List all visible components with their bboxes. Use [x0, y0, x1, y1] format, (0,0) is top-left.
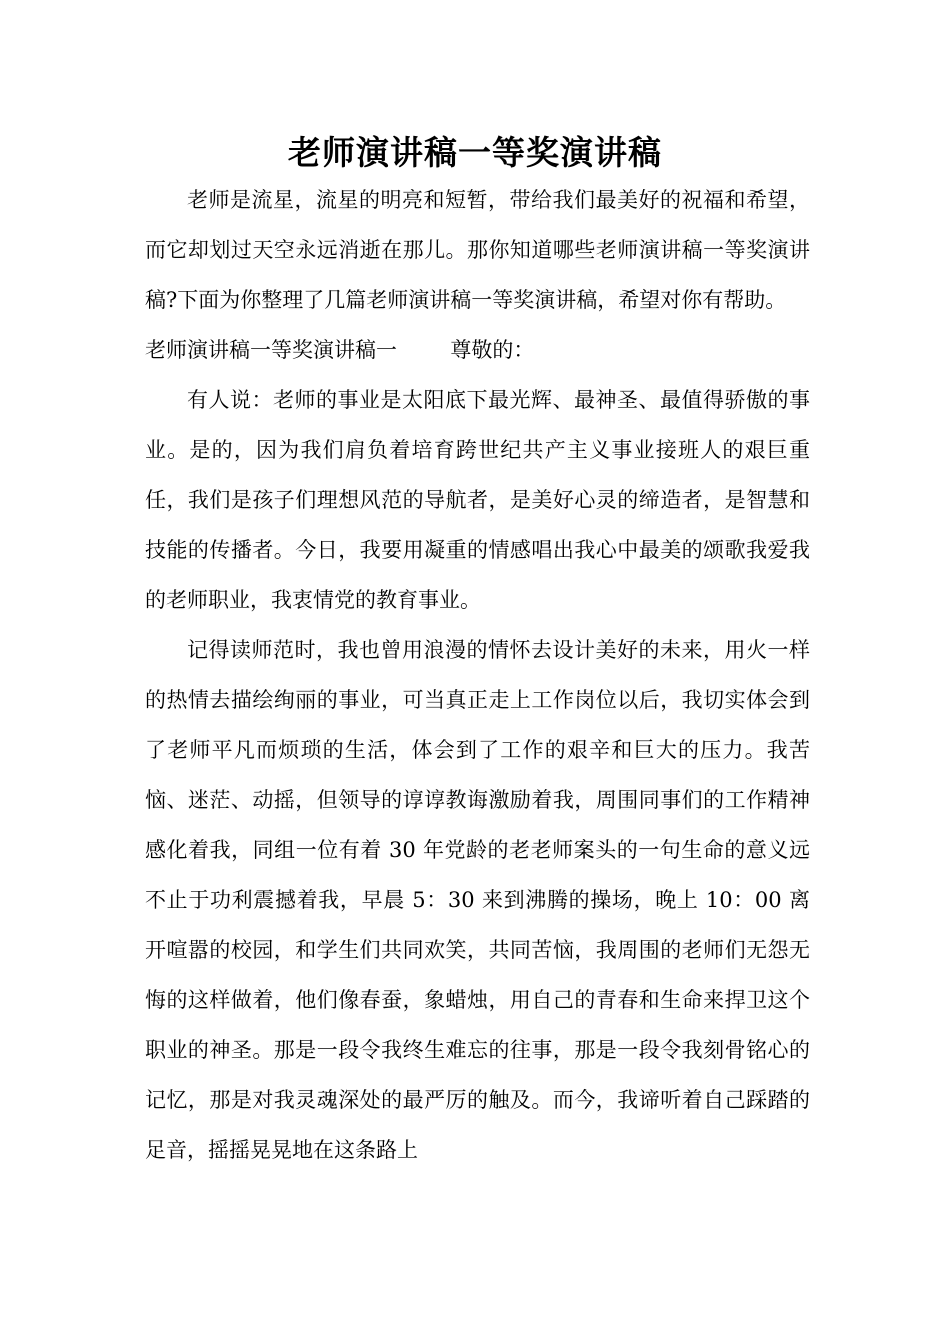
section-heading: 老师演讲稿一等奖演讲稿一 [145, 338, 397, 362]
document-body [145, 175, 810, 1175]
body-paragraph-2: 记得读师范时，我也曾用浪漫的情怀去设计美好的未来，用火一样的热情去描绘绚丽的事业，可当真正走上工作岗位以后，我切实体会到了老师平凡而烦琐的生活，体会到了工作的艰辛和巨大的压力。我苦恼、迷茫、动摇，但领导的谆谆教诲激励着我，周围同事们的工作精神感化着我，同组一位有着 30 年党龄的老老师案头的一句生命的意义远不止于功利震撼着我，早晨 5：30 来到沸腾的操场，晚上 10：00 离开喧嚣的校园，和学生们共同欢笑，共同苦恼，我周围的老师们无怨无悔的这样做着，他们像春蚕，象蜡烛，用自己的青春和生命来捍卫这个职业的神圣。那是一段令我终生难忘的往事，那是一段令我刻骨铭心的记忆，那是对我灵魂深处的最严厉的触及。而今，我谛听着自己踩踏的足音，摇摇晃晃地在这条路上 [145, 638, 810, 1162]
section-heading-line [145, 325, 810, 375]
salutation: 尊敬的： [450, 338, 535, 362]
page-title: 老师演讲稿一等奖演讲稿 [288, 133, 662, 172]
body-paragraph-1: 有人说：老师的事业是太阳底下最光辉、最神圣、最值得骄傲的事业。是的，因为我们肩负着培育跨世纪共产主义事业接班人的艰巨重任，我们是孩子们理想风范的导航者，是美好心灵的缔造者，是智慧和技能的传播者。今日，我要用凝重的情感唱出我心中最美的颂歌我爱我的老师职业，我衷情党的教育事业。 [145, 388, 810, 612]
intro-paragraph: 老师是流星，流星的明亮和短暂，带给我们最美好的祝福和希望，而它却划过天空永远消逝在那儿。那你知道哪些老师演讲稿一等奖演讲稿?下面为你整理了几篇老师演讲稿一等奖演讲稿，希望对你有帮助。 [145, 188, 810, 312]
